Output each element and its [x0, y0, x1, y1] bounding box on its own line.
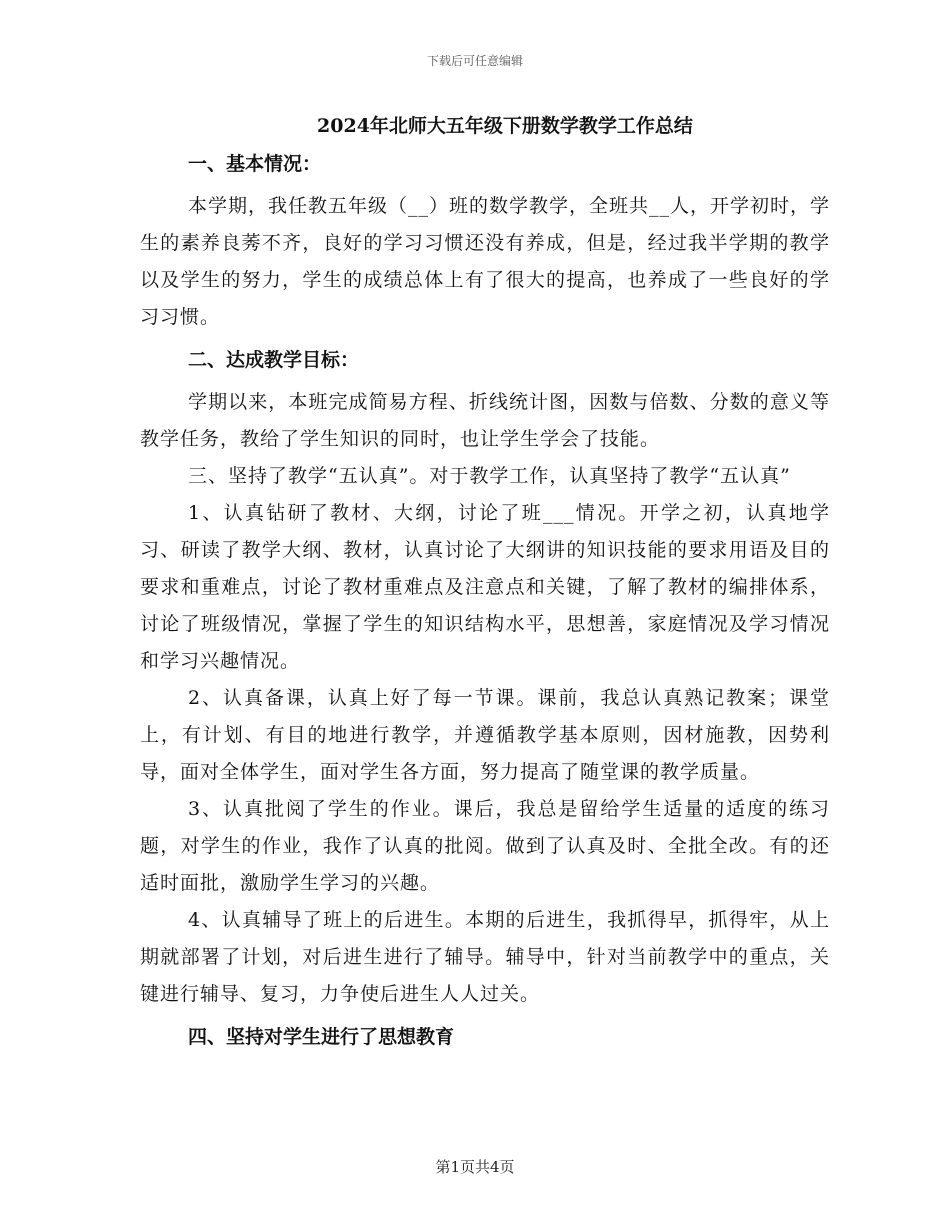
list-item-tutoring: 4、认真辅导了班上的后进生。本期的后进生，我抓得早，抓得牢，从上期就部署了计划，对后进生进行了辅导。辅导中，针对当前教学中的重点，关键进行辅导、复习，力争使后进生人人过关。 — [140, 909, 830, 1005]
list-item-homework-review: 3、认真批阅了学生的作业。课后，我总是留给学生适量的适度的练习题，对学生的作业，我作了认真的批阅。做到了认真及时、全批全改。有的还适时面批，激励学生学习的兴趣。 — [140, 798, 830, 894]
page-number: 第1页共4页 — [435, 1158, 515, 1176]
document-title: 2024年北师大五年级下册数学教学工作总结 — [317, 115, 693, 137]
section-heading-ideological-education: 四、坚持对学生进行了思想教育 — [188, 1026, 455, 1048]
document-body — [140, 106, 830, 1061]
section-heading-basic-situation: 一、基本情况： — [188, 153, 322, 175]
paragraph-five-seriousness: 三、坚持了教学“五认真”。对于教学工作，认真坚持了教学“五认真” — [188, 465, 791, 487]
paragraph-teaching-goals: 学期以来，本班完成简易方程、折线统计图，因数与倍数、分数的意义等教学任务，教给了学生知识的同时，也让学生学会了技能。 — [140, 391, 830, 450]
list-item-lesson-prep: 2、认真备课，认真上好了每一节课。课前，我总认真熟记教案；课堂上，有计划、有目的地进行教学，并遵循教学基本原则，因材施教，因势利导，面对全体学生，面对学生各方面，努力提高了随堂课的教学质量。 — [140, 687, 830, 783]
list-item-study-materials: 1、认真钻研了教材、大纲，讨论了班___情况。开学之初，认真地学习、研读了教学大纲、教材，认真讨论了大纲讲的知识技能的要求用语及目的要求和重难点，讨论了教材重难点及注意点和关键，了解了教材的编排体系，讨论了班级情况，掌握了学生的知识结构水平，思想善，家庭情况及学习情况和学习兴趣情况。 — [140, 502, 830, 672]
section-heading-teaching-goals: 二、达成教学目标： — [188, 349, 360, 371]
header-note: 下载后可任意编辑 — [426, 54, 523, 68]
paragraph-basic-situation: 本学期，我任教五年级（__）班的数学教学，全班共__人，开学初时，学生的素养良莠不齐，良好的学习习惯还没有养成，但是，经过我半学期的教学以及学生的努力，学生的成绩总体上有了很大的提高，也养成了一些良好的学习习惯。 — [140, 195, 831, 328]
